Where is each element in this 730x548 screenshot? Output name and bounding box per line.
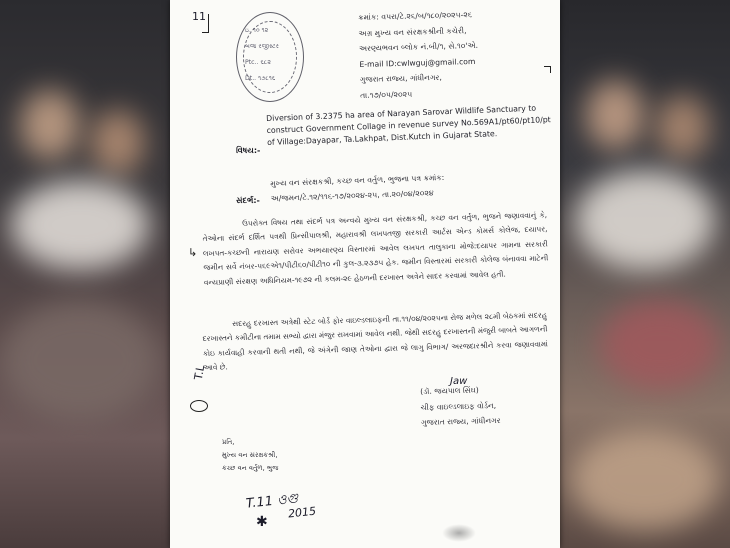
corner-bracket-mark — [202, 14, 209, 33]
handwritten-initials: T.11 ওগু — [245, 491, 299, 512]
signature-scribble: Jaw — [450, 376, 468, 387]
office-state: ગુજરાત રાજ્ય, ગાંધીનગર, — [359, 73, 443, 85]
body-paragraph-2: સદરહુ દરખાસ્ત અત્રેથી સ્ટેટ બોર્ડ ફોર વાઇલ્ડલાઇફની તા.૧૧/૦૪/૨૦૨૫ના રોજ મળેલ ૨૮મી બેઠકમાં સદરહુ દરખાસ્તને કમીટીના તમામ સભ્યો દ્વારા મંજુર રાખવામાં આવેલ નથી. જેથી સદરહુ દરખાસ્તની મંજુરી બાબતે આગળની કોઇ કાર્યવાહી કરવાની થતી નથી, જે અંગેની જાણ તેઓના દ્વારા જે લાગુ વિભાગ/ અરજદારશ્રીને કરવા જણાવવામાં આવે છે. — [202, 310, 548, 373]
government-letter-page — [170, 0, 560, 548]
margin-loop-mark — [190, 400, 208, 412]
office-address: અરણ્યભવન બ્લોક નં.બી/૧, સે.૧૦'એ. — [358, 40, 479, 54]
reference-number: ક્રમાંક: વપરા/ટે.૨૬/બ/૧૮૦/૨૦૨૫-૨૬ — [358, 10, 473, 22]
copy-to-block — [222, 436, 382, 476]
reference-label: સંદર્ભ:- — [236, 196, 260, 205]
signatory-designation: ચીફ વાઇલ્ડલાઇફ વોર્ડન, — [420, 400, 497, 412]
reference-line-2: અ/જમન/ટે.૧૨/૧૧૬-૧૭/૨૦૨૪-૨૫, તા.૨૦/૦૪/૨૦૨૪ — [270, 188, 434, 204]
subject-text: Diversion of 3.2375 ha area of Narayan Sarovar Wildlife Sanctuary to construct Government Collage in revenue survey No.569A1/pt60/pt10/pt of Village:Dayapar, Ta.Lakhpat, Dist.Kutch in Gujarat State. — [266, 103, 551, 148]
copy-to-line-2: કચ્છ વન વર્તુળ, ભુજ — [222, 464, 279, 473]
reference-block — [270, 167, 541, 207]
stamp-line-2: બજ્ર રજીસ્ટર — [245, 43, 279, 50]
margin-arrow-mark: ↳ — [188, 246, 198, 259]
corner-handwritten-mark: 11 — [192, 10, 206, 23]
office-email: E-mail ID:cwlwguj@gmail.com — [359, 56, 476, 69]
reference-line-1: મુખ્ય વન સંરક્ષકશ્રી, કચ્છ વન વર્તુળ, ભુજના પત્ર ક્રમાંક: — [270, 172, 445, 188]
body-paragraph-1: ઉપરોક્ત વિષય તથા સંદર્ભ પત્ર અન્વયે મુખ્ય વન સંરક્ષકશ્રી, કચ્છ વન વર્તુળ, ભુજને જણાવવાનું કે, તેઓના સંદર્ભ દર્શિત પત્રથી પ્રિન્સીપાલશ્રી, મહારાવશ્રી લખપતજી સરકારી આર્ટસ એન્ડ કોમર્સ કોલેજ, દયાપર, લખપત-કચ્છની નારાયણ સરોવર અભયારણ્ય વિસ્તારમાં આવેલ લખપત તાલુકાના મોજે:દયાપર ગામના સરકારી જમીન સર્વે નંબર-૫૬૯એ૧/પીટી૬૦/પીટી૧૦ ની કુલ-૩.૨૩૭૫ હેક. જમીન વિસ્તારમાં સરકારી કોલેજ બંનાવવા માટેની વન્યપ્રાણી સંરક્ષણ અધિનિયમ-૧૯૭૨ ની કલમ-૨૯ હેઠળની દરખાસ્ત અત્રેને સાદર કરવામાં આવેલ હતી. — [202, 210, 549, 287]
stamp-line-4: Dt.. ૧૭૮૧૬ — [245, 75, 276, 82]
top-right-mark — [544, 66, 551, 73]
signatory-place: ગુજરાત રાજ્ય, ગાંધીનગર — [420, 416, 501, 428]
letter-date: તા.૧૭/૦૫/૨૦૨૫ — [360, 89, 413, 100]
ink-smudge — [442, 524, 476, 542]
signature-block — [420, 381, 551, 431]
signatory-name: (ડૉ. જયપાલ સિંઘ) — [420, 385, 479, 396]
handwritten-star-mark: ✱ — [256, 514, 268, 530]
margin-handwriting: T.L — [191, 363, 208, 382]
office-name: અગ્ર મુખ્ય વન સંરક્ષકશ્રીની કચેરી, — [358, 25, 467, 38]
subject-label: વિષય:- — [236, 146, 261, 155]
background-left-photo — [0, 0, 170, 548]
copy-to-label: પ્રતિ, — [222, 438, 235, 446]
header-block — [358, 5, 560, 104]
stamp-line-1: ઇ. ૧૦ ૧૨ — [245, 27, 269, 34]
stamp-line-3: Ptc.. ૬૮૨ — [245, 59, 271, 66]
office-inward-stamp — [236, 12, 304, 102]
handwritten-date: 2015 — [287, 504, 317, 521]
copy-to-line-1: મુખ્ય વન સંરક્ષકશ્રી, — [222, 451, 278, 460]
